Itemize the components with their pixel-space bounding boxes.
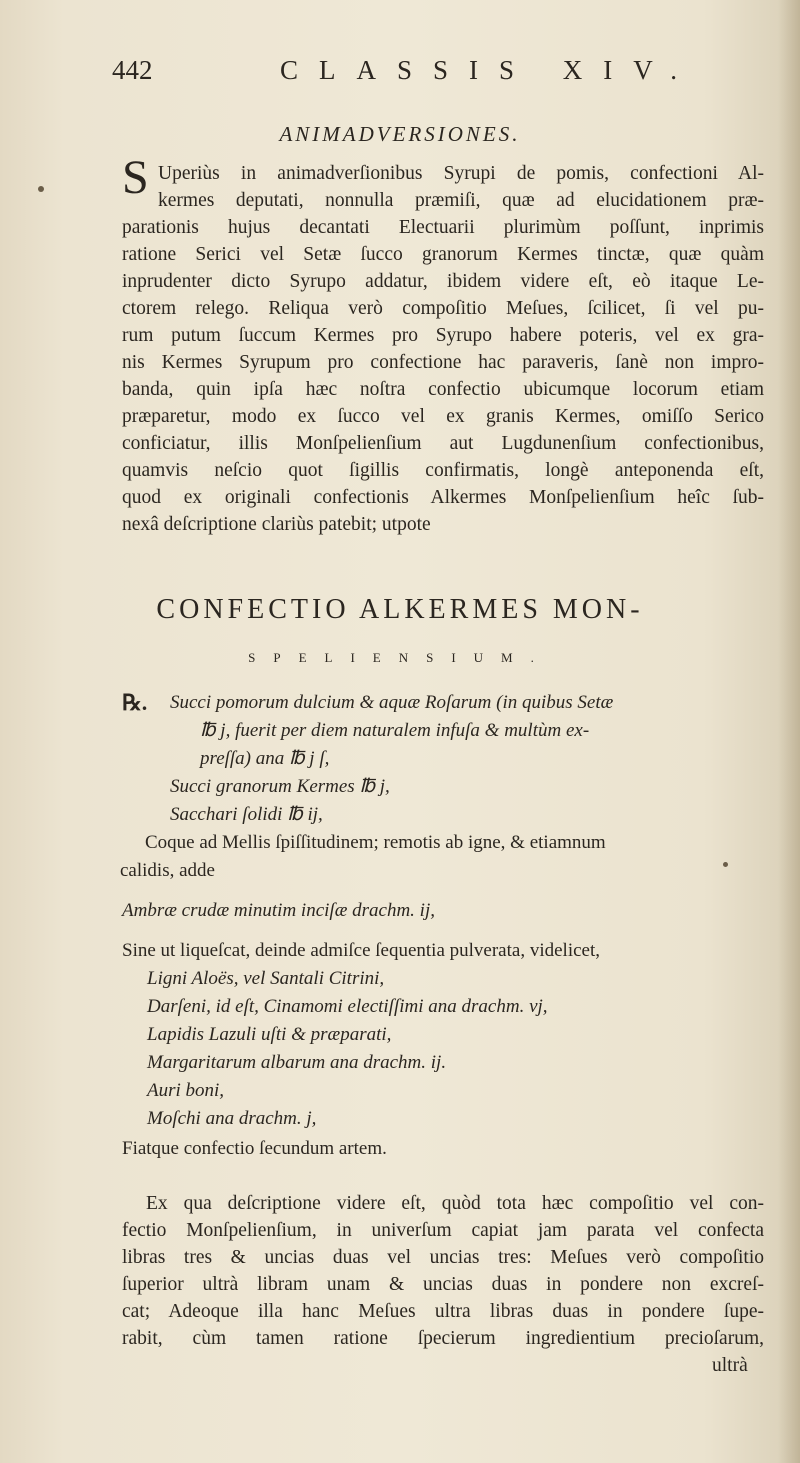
ink-spot [723,862,728,867]
class-title: CLASSIS XIV. [280,55,699,85]
recipe-title: CONFECTIO ALKERMES MON- [156,594,644,625]
text-line: fectio Monſpelienſium, in univerſum capiat jam parata vel confecta [122,1220,764,1241]
recipe-line: Coque ad Mellis ſpiſſitudinem; remotis ab igne, & etiamnum [145,832,606,853]
recipe-line: ℔ j, fuerit per diem naturalem infuſa & multùm ex- [200,720,590,741]
text-line: ctorem relego. Reliqua verò compoſitio Meſues, ſcilicet, ſi vel pu- [122,298,764,319]
text-line: ratione Serici vel Setæ ſucco granorum Kermes tinctæ, quæ quàm [122,244,764,265]
closing-paragraph [122,1190,764,1379]
drop-cap: S [122,151,149,204]
recipe-line: preſſa) ana ℔ j ſ, [200,748,330,769]
recipe-line: Moſchi ana drachm. j, [147,1108,317,1129]
recipe-line: Lapidis Lazuli uſti & præparati, [147,1024,392,1045]
page-header [112,55,752,95]
text-line: quamvis neſcio quot ſigillis confirmatis, longè anteponenda eſt, [122,460,764,481]
rx-symbol: ℞. [122,690,148,715]
recipe-line: Succi granorum Kermes ℔ j, [170,776,390,797]
recipe-line: Auri boni, [147,1080,225,1101]
recipe-line: Sine ut liqueſcat, deinde admiſce ſequentia pulverata, videlicet, [122,940,600,961]
text-line: rabit, cùm tamen ratione ſpecierum ingredientium precioſarum, [122,1328,764,1349]
text-line: kermes deputati, nonnulla præmiſi, quæ ad elucidationem præ- [158,190,764,211]
catchword: ultrà [712,1355,748,1376]
text-line: quod ex originali confectionis Alkermes Monſpelienſium heîc ſub- [122,487,764,508]
text-line: cat; Adeoque illa hanc Meſues ultra libras duas in pondere ſupe- [122,1301,764,1322]
page-number: 442 [112,55,153,85]
recipe-line: Fiatque confectio ſecundum artem. [122,1138,387,1159]
text-line: nexâ deſcriptione clariùs patebit; utpote [122,514,431,535]
section-title: ANIMADVERSIONES. [279,122,521,146]
recipe-line: Ligni Aloës, vel Santali Citrini, [147,968,385,989]
text-line: inprudenter dicto Syrupo addatur, ibidem videre eſt, eò itaque Le- [122,271,764,292]
page-edge-shadow [778,0,800,1463]
recipe-line: Darſeni, id eſt, Cinamomi electiſſimi ana drachm. vj, [147,996,548,1017]
text-line: nis Kermes Syrupum pro confectione hac paraveris, ſanè non impro- [122,352,764,373]
recipe-line: Ambræ crudæ minutim inciſæ drachm. ij, [122,900,435,921]
ink-spot [38,186,44,192]
text-line: præparetur, modo ex ſucco vel ex granis Kermes, omiſſo Serico [122,406,764,427]
intro-paragraph [122,160,764,538]
text-line: Uperiùs in animadverſionibus Syrupi de pomis, confectioni Al- [158,163,764,184]
text-line: banda, quin ipſa hæc noſtra confectio ubicumque locorum etiam [122,379,764,400]
text-line: libras tres & uncias duas vel uncias tres: Meſues verò compoſitio [122,1247,764,1268]
text-line: ſuperior ultrà libram unam & uncias duas in pondere non excreſ- [122,1274,764,1295]
text-line: conficiatur, illis Monſpelienſium aut Lugdunenſium confectionibus, [122,433,764,454]
recipe-line: Margaritarum albarum ana drachm. ij. [147,1052,447,1073]
recipe-line: Sacchari ſolidi ℔ ij, [170,804,323,825]
recipe-line: Succi pomorum dulcium & aquæ Roſarum (in quibus Setæ [170,692,614,713]
text-line: parationis hujus decantati Electuarii plurimùm poſſunt, inprimis [122,217,764,238]
recipe-subtitle: SPELIENSIUM. [248,650,552,665]
text-line: rum putum ſuccum Kermes pro Syrupo habere poteris, vel ex gra- [122,325,764,346]
text-line: Ex qua deſcriptione videre eſt, quòd tota hæc compoſitio vel con- [146,1193,764,1214]
recipe-line: calidis, adde [120,860,215,881]
